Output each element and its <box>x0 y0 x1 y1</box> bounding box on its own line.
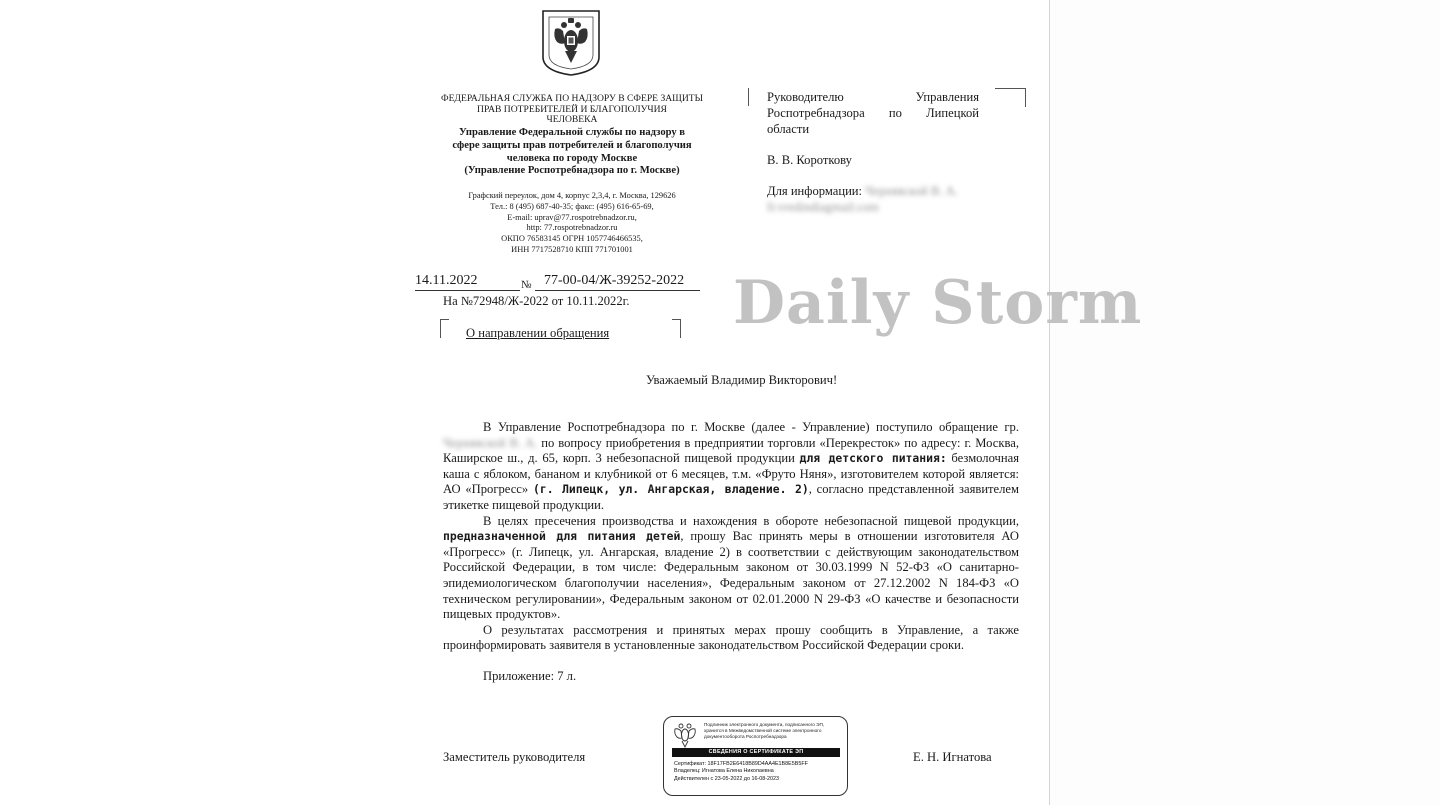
info-recipient <box>767 184 1027 200</box>
paragraph-3: О результатах рассмотрения и принятых мерах прошу сообщить в Управление, а также проинформировать заявителя в установленные законодательством Российской Федерации сроки. <box>443 622 1019 653</box>
redacted-email: fr.vredindiagmail.com <box>767 200 879 214</box>
redacted-name: Чернявской В. А. <box>865 184 958 198</box>
addressee-line-3: области <box>767 122 810 136</box>
number-sign: № <box>521 279 532 291</box>
document-subject: О направлении обращения <box>466 326 610 340</box>
certificate-owner: Владелец: Игнатова Елена Николаевна <box>674 768 774 775</box>
subject-bracket-right <box>672 319 681 338</box>
agency-name-caps: ФЕДЕРАЛЬНАЯ СЛУЖБА ПО НАДЗОРУ В СФЕРЕ ЗАЩИТЫ ПРАВ ПОТРЕБИТЕЛЕЙ И БЛАГОПОЛУЧИЯ ЧЕЛОВЕКА <box>440 93 704 125</box>
stamp-header-text: Подлинник электронного документа, подписанного ЭП, хранится в Межведомственной системе электронного документооборота Роспотребнадзора <box>704 722 825 739</box>
info-label: Для информации: <box>767 184 863 198</box>
signatory-title: Заместитель руководителя <box>443 750 586 764</box>
letter-body <box>443 420 1019 654</box>
addressee-line-1: Руководителю Управления <box>767 90 979 104</box>
addressee-bracket-left <box>748 88 757 106</box>
signatory-name: Е. Н. Игнатова <box>913 750 992 764</box>
e-signature-stamp <box>663 716 848 796</box>
document-number: 77-00-04/Ж-39252-2022 <box>544 273 685 288</box>
certificate-validity: Действителен с 23-05-2022 до 16-08-2023 <box>674 775 780 782</box>
greeting: Уважаемый Владимир Викторович! <box>646 373 838 387</box>
paragraph-2: В целях пресечения производства и нахождения в обороте небезопасной пищевой продукции, предназначенной для питания детей, прошу Вас принять меры в отношении изготовителя АО «Прогресс» (г. Липецк, ул. Ангарская, владение 2) в соответствии с действующим законодательством Российской Федерации, в том числе: Федеральным законом от 30.03.1999 N 52-ФЗ «О санитарно-эпидемиологическом благополучии населения», Федеральным законом от 27.12.2002 N 184-ФЗ «О техническом регулировании», Федеральным законом от 02.01.2000 N 29-ФЗ «О качестве и безопасности пищевых продуктов». <box>443 513 1019 622</box>
watermark: Daily Storm <box>733 268 1143 338</box>
redacted-applicant: Чернявской В. А. <box>443 435 538 450</box>
emphasis-baby-food: для детского питания: <box>799 451 947 466</box>
number-underline <box>535 290 700 291</box>
addressee-name: В. В. Короткову <box>767 153 852 167</box>
addressee-bracket-right <box>995 88 1026 107</box>
stamp-emblem-icon <box>672 720 698 749</box>
emphasis-children: предназначенной для питания детей <box>443 529 681 544</box>
subject-bracket-left <box>440 319 449 338</box>
agency-contacts: Графский переулок, дом 4, корпус 2,3,4, г. Москва, 129626 Тел.: 8 (495) 687-40-35; факс: (495) 616-65-69, E-mail: uprav@77.rospotrebnadzor.ru, http: 77.rospotrebnadzor.ru ОКПО 76583145 ОГРН 1057746466535, ИНН 7717528710 КПП 771701001 <box>468 191 676 254</box>
stamp-certificate-details <box>674 761 842 783</box>
document-date: 14.11.2022 <box>415 273 478 288</box>
certificate-id: Сертификат: 18F17FB2E6418B89D4AA4E1B8E5B5FF <box>674 761 808 767</box>
date-underline <box>415 290 520 291</box>
paragraph-1: В Управление Роспотребнадзора по г. Москве (далее - Управление) поступило обращение гр. Чернявской В. А. по вопросу приобретения в предприятии торговли «Перекресток» по адресу: г. Москва, Каширское ш., д. 65, корп. 3 небезопасной пищевой продукции для детского питания: безмолочная каша с яблоком, бананом и клубникой от 6 месяцев, т.м. «Фруто Няня», изготовителем которой является: АО «Прогресс» (г. Липецк, ул. Ангарская, владение. 2), согласно представленной заявителем этикетке пищевой продукции. <box>443 420 1020 512</box>
attachment-note: Приложение: 7 л. <box>483 669 577 683</box>
page-margin <box>1050 0 1440 805</box>
emphasis-address: (г. Липецк, ул. Ангарская, владение. 2) <box>532 482 809 497</box>
addressee-line-2: Роспотребнадзора по Липецкой <box>767 106 979 120</box>
coat-of-arms-icon <box>541 9 601 77</box>
agency-name-bold: Управление Федеральной службы по надзору в сфере защиты прав потребителей и благополучия человека по городу Москве (Управление Роспотребнадзора по г. Москве) <box>452 127 692 177</box>
stamp-certificate-heading: СВЕДЕНИЯ О СЕРТИФИКАТЕ ЭП <box>672 748 840 757</box>
reference-number: На №72948/Ж-2022 от 10.11.2022г. <box>443 294 630 308</box>
